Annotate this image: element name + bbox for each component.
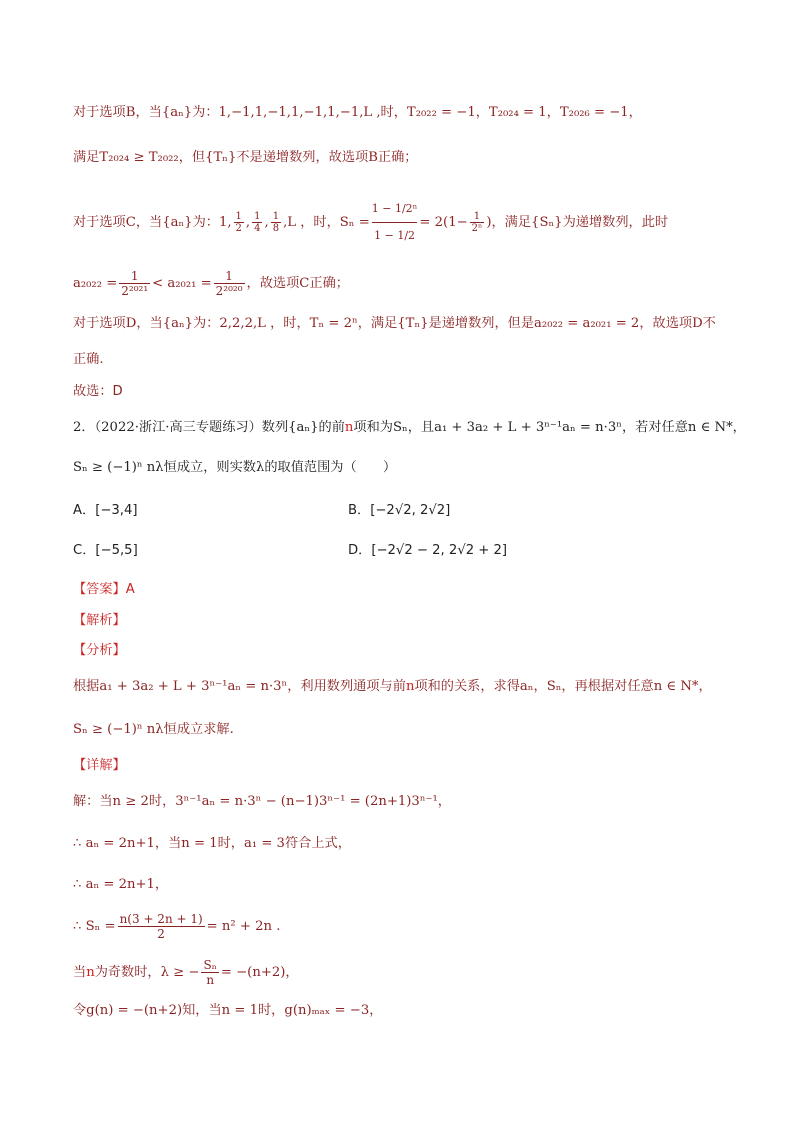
fraction-eighth: [271, 211, 281, 234]
solution-line-1: 解：当n ≥ 2时，3ⁿ⁻¹aₙ = n·3ⁿ − (n−1)3ⁿ⁻¹ = (2n+1)3ⁿ⁻¹，: [73, 794, 451, 809]
option-b: B．[−2√2, 2√2]: [348, 503, 451, 518]
option-d: D．[−2√2 − 2, 2√2 + 2]: [348, 543, 508, 558]
frac-num: 1: [119, 269, 150, 284]
frac-num: 1: [272, 211, 280, 222]
fraction-sn: [118, 912, 205, 941]
option-d-conclusion: 正确.: [73, 352, 104, 367]
frac-num: Sₙ: [203, 958, 217, 972]
s5-text-2: 为奇数时，λ ≥ −: [94, 965, 200, 980]
fraction-inv-2n: [470, 211, 485, 234]
frac-den: 2²⁰²⁰: [215, 284, 243, 298]
option-b-line: 对于选项B，当{aₙ}为：1,−1,1,−1,1,−1,1,−1,L ,时，T₂₀₂₂ = −1，T₂₀₂₄ = 1，T₂₀₂₆ = −1，: [73, 105, 642, 120]
fenxi-text-1: 根据a₁ + 3a₂ + L + 3ⁿ⁻¹aₙ = n·3ⁿ，利用数列通项与前: [73, 679, 406, 694]
option-c-conclusion: ，故选项C正确；: [246, 276, 349, 291]
option-c-text-4: )，满足{Sₙ}为递增数列，此时: [486, 215, 669, 230]
fraction-sn-over-n: [201, 958, 218, 987]
frac-num: 1: [214, 269, 245, 284]
solution-line-6: 令g(n) = −(n+2)知，当n = 1时，g(n)ₘₐₓ = −3，: [73, 1003, 383, 1018]
option-c: C．[−5,5]: [73, 543, 138, 558]
option-c-line: 对于选项C，当{aₙ}为：1, $\frac{1}{2}$ , $\frac{1}{4}$ , $\frac{1}{8}$ ,L ，时，Sₙ = $\frac{\text{1 − 1/2ⁿ}}{1 - 1/2}$ = 2(1− $\frac{1}{\text{2ⁿ}}$ )，满足{Sₙ}为递增数列，此时: [73, 196, 668, 249]
frac-den: 2: [157, 927, 165, 941]
question-2-line-1: [73, 419, 746, 437]
fenxi-n: n: [405, 679, 415, 694]
solution-line-4: [73, 912, 280, 941]
solution-line-5: [73, 958, 299, 987]
frac-den: 8: [272, 223, 280, 234]
fenxi-heading: 【分析】: [73, 643, 126, 658]
frac-den: n: [206, 973, 215, 987]
q2-text-1: 2．（2022·浙江·高三专题练习）数列{aₙ}的前: [73, 420, 345, 435]
frac-num: 1 − 1/2ⁿ: [372, 196, 418, 223]
q2-n: n: [344, 420, 354, 435]
frac-den: 2²⁰²¹: [121, 284, 149, 298]
option-c-text-1: 对于选项C，当{aₙ}为：1,: [73, 215, 232, 230]
option-b-conclusion: 满足T₂₀₂₄ ≥ T₂₀₂₂，但{Tₙ}不是递增数列，故选项B正确；: [73, 150, 418, 165]
option-d-line: 对于选项D，当{aₙ}为：2,2,2,L ，时，Tₙ = 2ⁿ，满足{Tₙ}是递增数列，但是a₂₀₂₂ = a₂₀₂₁ = 2，故选项D不: [73, 316, 716, 331]
s5-text-1: 当: [73, 965, 87, 980]
frac-den: 4: [254, 223, 261, 234]
question-2-line-2: Sₙ ≥ (−1)ⁿ nλ恒成立，则实数λ的取值范围为（ ）: [73, 460, 397, 475]
detail-heading: 【详解】: [73, 758, 126, 773]
a2022-label: a₂₀₂₂ =: [73, 276, 118, 291]
s5-text-3: = −(n+2)，: [220, 965, 299, 980]
solution-line-3: ∴ aₙ = 2n+1，: [73, 877, 169, 892]
sn-result: = n² + 2n .: [206, 919, 281, 934]
fenxi-text-2: 项和的关系，求得aₙ，Sₙ，再根据对任意n ∈ N*，: [414, 679, 712, 694]
frac-den: 2: [235, 223, 242, 234]
frac-den: 1 − 1/2: [374, 229, 416, 242]
frac-den: 2ⁿ: [471, 223, 483, 234]
answer-line: 【答案】A: [73, 582, 135, 597]
frac-num: 1: [254, 211, 261, 222]
fraction-half: [234, 211, 244, 234]
fenxi-line-2: Sₙ ≥ (−1)ⁿ nλ恒成立求解.: [73, 722, 234, 737]
solution-line-2: ∴ aₙ = 2n+1，当n = 1时，a₁ = 3符合上式，: [73, 836, 351, 851]
sn-compound-fraction: [372, 196, 418, 249]
analysis-heading: 【解析】: [73, 613, 126, 628]
option-c-compare: [73, 269, 349, 298]
q2-text-2: 项和为Sₙ，且a₁ + 3a₂ + L + 3ⁿ⁻¹aₙ = n·3ⁿ，若对任意n ∈ N*，: [353, 420, 746, 435]
s5-n: n: [86, 965, 95, 980]
option-a: A．[−3,4]: [73, 503, 138, 518]
fraction-quarter: [252, 211, 262, 234]
fenxi-line-1: [73, 678, 712, 696]
option-c-text-2: ,L ，时，Sₙ =: [283, 215, 370, 230]
fraction-a2021: [214, 269, 245, 298]
option-c-text-3: = 2(1−: [419, 215, 468, 230]
choice-line: 故选：D: [73, 384, 123, 399]
a2021-label: < a₂₀₂₁ =: [152, 276, 212, 291]
frac-num: n(3 + 2n + 1): [119, 912, 203, 926]
fraction-a2022: [119, 269, 150, 298]
sn-label: ∴ Sₙ =: [73, 919, 116, 934]
frac-num: 1: [470, 211, 485, 223]
frac-num: 1: [235, 211, 242, 222]
